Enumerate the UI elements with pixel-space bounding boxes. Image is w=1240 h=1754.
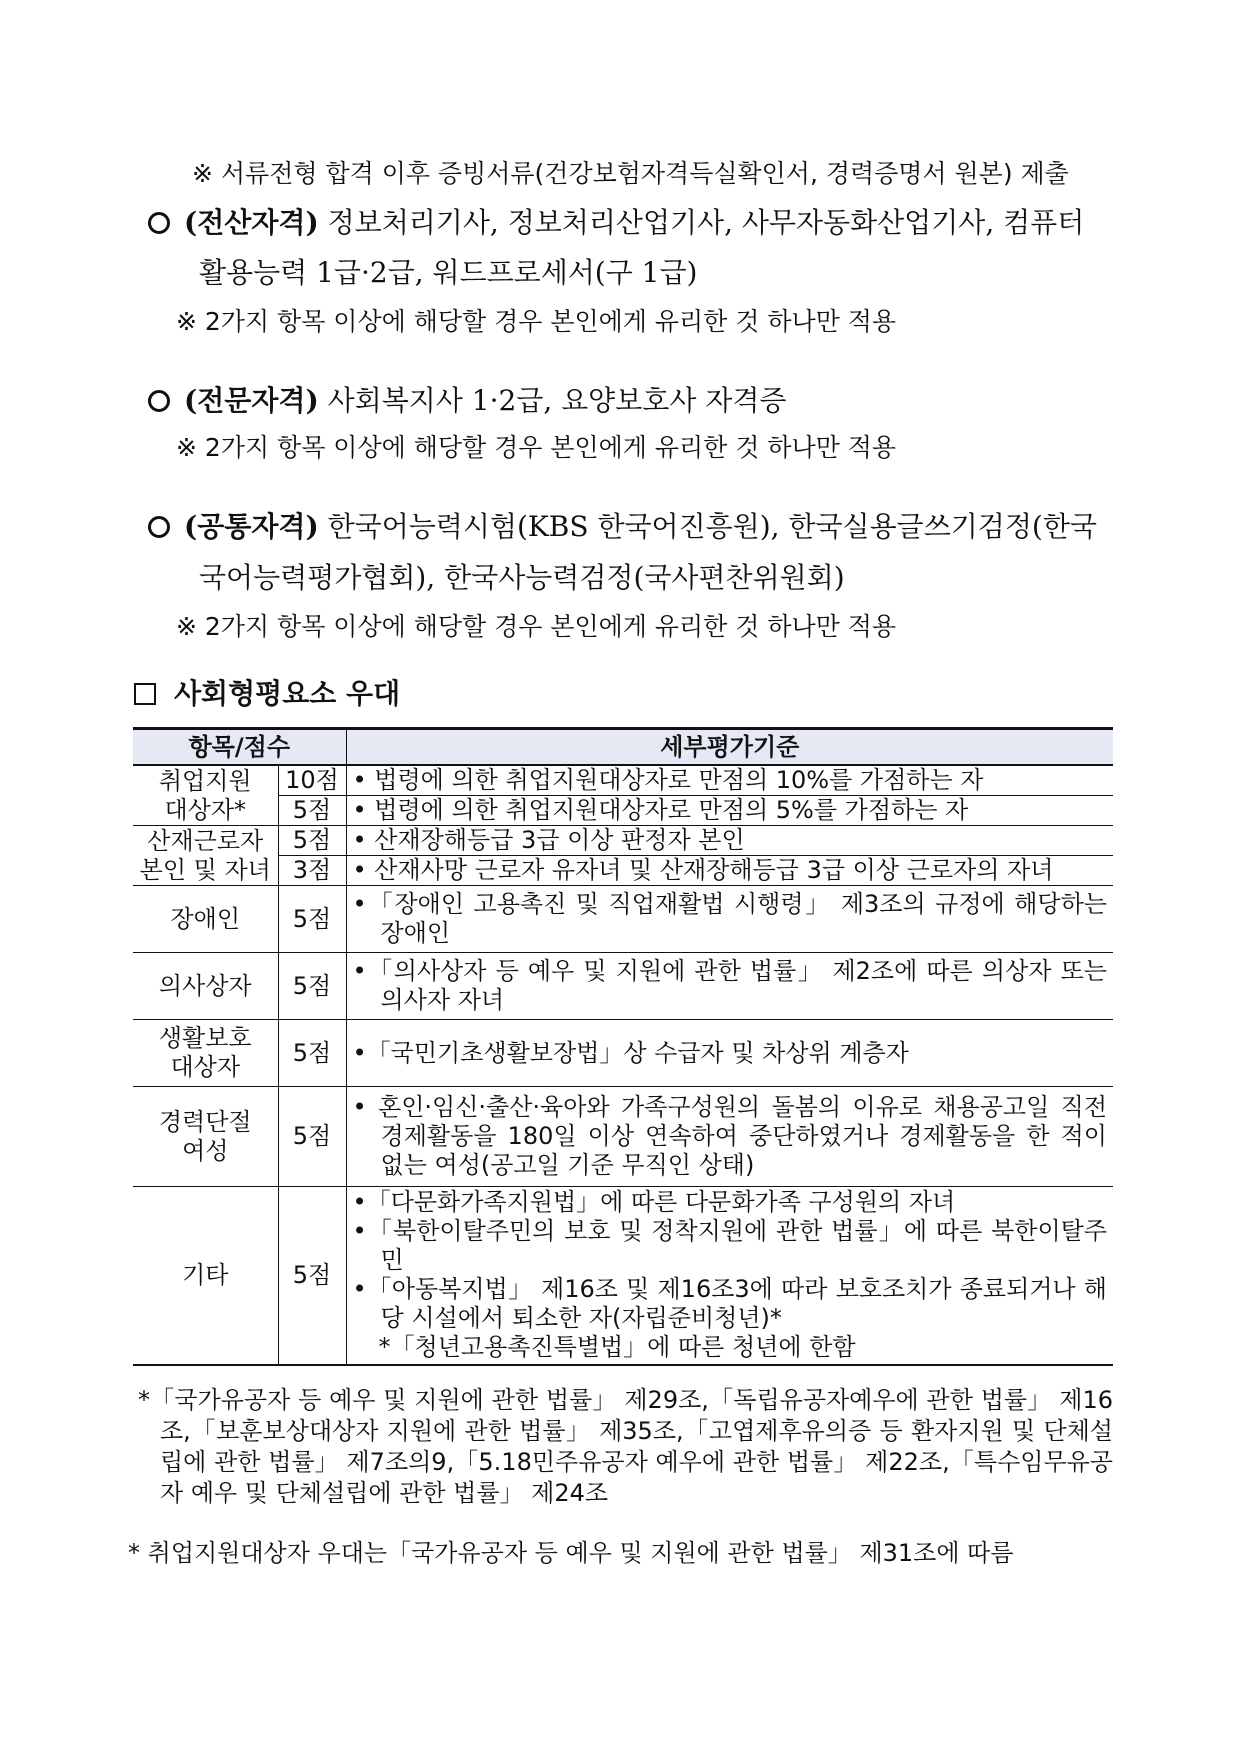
item-heading: (공통자격) <box>184 510 319 543</box>
header-criteria: 세부평가기준 <box>346 729 1113 766</box>
table-row <box>133 796 1113 826</box>
item-professional-cert <box>148 379 786 419</box>
circle-bullet-icon <box>148 390 170 412</box>
row-item: 장애인 <box>133 886 278 953</box>
item-text: 한국어능력시험(KBS 한국어진흥원), 한국실용글쓰기검정(한국 <box>327 510 1097 543</box>
row-score: 5점 <box>278 826 346 856</box>
note-top: ※ 서류전형 합격 이후 증빙서류(건강보험자격득실확인서, 경력증명서 원본) 제출 <box>192 159 1069 188</box>
item-note: ※ 2가지 항목 이상에 해당할 경우 본인에게 유리한 것 하나만 적용 <box>176 307 897 336</box>
row-criteria: •「장애인 고용촉진 및 직업재활법 시행령」 제3조의 규정에 해당하는 장애인 <box>346 886 1113 953</box>
table-row <box>133 1020 1113 1087</box>
row-criteria: • 법령에 의한 취업지원대상자로 만점의 10%를 가점하는 자 <box>346 765 1113 796</box>
row-score: 5점 <box>278 1187 346 1365</box>
item-text: 사회복지사 1·2급, 요양보호사 자격증 <box>327 384 787 417</box>
table-row <box>133 1087 1113 1187</box>
circle-bullet-icon <box>148 212 170 234</box>
row-criteria: •「국민기초생활보장법」상 수급자 및 차상위 계층자 <box>346 1020 1113 1087</box>
header-item-score: 항목/점수 <box>133 729 346 766</box>
row-criteria: • 산재사망 근로자 유자녀 및 산재장해등급 3급 이상 근로자의 자녀 <box>346 856 1113 886</box>
table-row <box>133 765 1113 796</box>
row-score: 10점 <box>278 765 346 796</box>
row-criteria <box>346 1187 1113 1365</box>
row-criteria: • 법령에 의한 취업지원대상자로 만점의 5%를 가점하는 자 <box>346 796 1113 826</box>
section-title-text: 사회형평요소 우대 <box>174 677 401 710</box>
item-note: ※ 2가지 항목 이상에 해당할 경우 본인에게 유리한 것 하나만 적용 <box>176 612 897 641</box>
criteria-line: •「북한이탈주민의 보호 및 정착지원에 관한 법률」에 따른 북한이탈주민 <box>352 1217 1107 1275</box>
footnote-laws: *「국가유공자 등 예우 및 지원에 관한 법률」 제29조,「독립유공자예우에 관한 법률」 제16조,「보훈보상대상자 지원에 관한 법률」 제35조,「고엽제후유의증 등 환자지원 및 단체설립에 관한 법률」 제7조의9,「5.18민주유공자 예우에 관한 법률」 제22조,「특수임무유공자 예우 및 단체설립에 관한 법률」 제24조 <box>138 1386 1113 1507</box>
row-score: 5점 <box>278 1087 346 1187</box>
item-heading: (전문자격) <box>184 384 319 417</box>
row-criteria: •「의사상자 등 예우 및 지원에 관한 법률」 제2조에 따른 의상자 또는 의사자 자녀 <box>346 953 1113 1020</box>
circle-bullet-icon <box>148 516 170 538</box>
item-heading: (전산자격) <box>184 206 319 239</box>
table-row <box>133 953 1113 1020</box>
item-text-cont: 국어능력평가협회), 한국사능력검정(국사편찬위원회) <box>199 561 845 594</box>
criteria-line: •「아동복지법」 제16조 및 제16조3에 따라 보호조치가 종료되거나 해당 시설에서 퇴소한 자(자립준비청년)* <box>352 1275 1107 1333</box>
row-item: 기타 <box>133 1187 278 1365</box>
square-bullet-icon <box>134 683 156 705</box>
row-item: 경력단절 여성 <box>133 1087 278 1187</box>
item-note: ※ 2가지 항목 이상에 해당할 경우 본인에게 유리한 것 하나만 적용 <box>176 433 897 462</box>
table-row <box>133 826 1113 856</box>
row-score: 5점 <box>278 886 346 953</box>
row-score: 5점 <box>278 953 346 1020</box>
section-title <box>134 672 400 712</box>
table-row <box>133 886 1113 953</box>
row-item: 산재근로자 본인 및 자녀 <box>133 826 278 886</box>
row-score: 5점 <box>278 1020 346 1087</box>
row-item: 생활보호 대상자 <box>133 1020 278 1087</box>
item-computer-cert <box>148 201 1084 241</box>
table-row <box>133 856 1113 886</box>
row-item: 취업지원 대상자* <box>133 765 278 826</box>
row-criteria: • 산재장해등급 3급 이상 판정자 본인 <box>346 826 1113 856</box>
row-score: 5점 <box>278 796 346 826</box>
social-equity-table <box>133 727 1113 1366</box>
item-common-cert <box>148 505 1097 545</box>
row-criteria: • 혼인·임신·출산·육아와 가족구성원의 돌봄의 이유로 채용공고일 직전 경제활동을 180일 이상 연속하여 중단하였거나 경제활동을 한 적이 없는 여성(공고일 기준 무직인 상태) <box>346 1087 1113 1187</box>
item-text-cont: 활용능력 1급·2급, 워드프로세서(구 1급) <box>199 256 698 289</box>
table-row <box>133 1187 1113 1365</box>
item-text: 정보처리기사, 정보처리산업기사, 사무자동화산업기사, 컴퓨터 <box>327 206 1085 239</box>
criteria-line: •「다문화가족지원법」에 따른 다문화가족 구성원의 자녀 <box>352 1188 956 1217</box>
row-score: 3점 <box>278 856 346 886</box>
footnote-preference: * 취업지원대상자 우대는「국가유공자 등 예우 및 지원에 관한 법률」 제31조에 따름 <box>128 1539 1014 1567</box>
criteria-subnote: *「청년고용촉진특별법」에 따른 청년에 한함 <box>378 1333 856 1362</box>
row-item: 의사상자 <box>133 953 278 1020</box>
